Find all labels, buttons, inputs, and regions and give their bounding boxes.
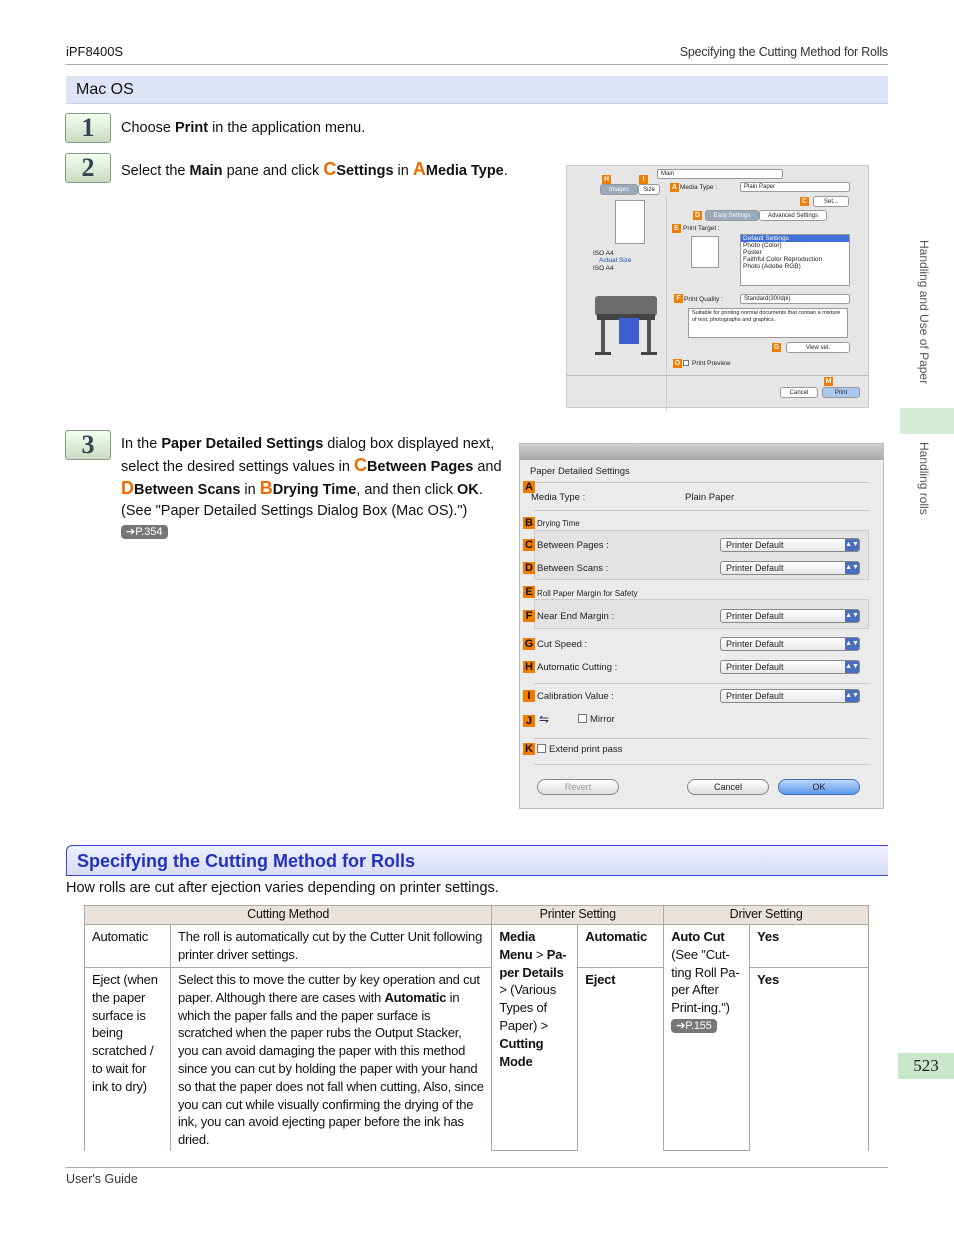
- header-divider: [66, 64, 888, 65]
- tab-easy-settings[interactable]: Easy Settings: [705, 210, 759, 221]
- tab-size[interactable]: Size: [638, 184, 660, 195]
- printer-value-eject: Eject: [578, 968, 664, 1151]
- mirror-checkbox[interactable]: Mirror: [578, 714, 615, 725]
- dialog-titlebar: [520, 444, 883, 460]
- table-row: [85, 968, 869, 1151]
- print-button[interactable]: Print: [822, 387, 860, 398]
- footer-guide: User's Guide: [66, 1172, 138, 1186]
- printer-illustration: [589, 288, 665, 360]
- automatic-cutting-popup[interactable]: Printer Default ▲▼: [720, 660, 860, 674]
- side-tab-handling-rolls[interactable]: Handling rolls: [917, 442, 931, 515]
- media-type-popup[interactable]: Plain Paper: [740, 182, 850, 192]
- media-type-value: Plain Paper: [685, 492, 735, 503]
- side-tab-handling-use-paper[interactable]: Handling and Use of Paper: [917, 240, 931, 385]
- set-button[interactable]: Set...: [813, 196, 849, 207]
- print-quality-popup[interactable]: Standard(300dpi): [740, 294, 850, 304]
- cancel-button[interactable]: Cancel: [780, 387, 818, 398]
- view-set-button[interactable]: View set.: [786, 342, 850, 353]
- header-cutting-method: Cutting Method: [85, 906, 492, 925]
- driver-setting-auto-cut: Auto Cut (See "Cut-ting Roll Pa-per After Print-ing.") ➔P.155: [664, 925, 750, 1151]
- print-target-list[interactable]: [740, 234, 850, 286]
- footer-divider: [66, 1167, 888, 1168]
- method-automatic-desc: The roll is automatically cut by the Cutter Unit following printer driver settings.: [170, 925, 491, 968]
- ok-button[interactable]: OK: [778, 779, 860, 795]
- header-model: iPF8400S: [66, 44, 124, 59]
- method-eject: Eject (when the paper surface is being scratched / to wait for ink to dry): [85, 968, 171, 1151]
- cutting-method-table: [84, 905, 869, 1151]
- revert-button[interactable]: Revert: [537, 779, 619, 795]
- page-preview-thumbnail: [615, 200, 645, 244]
- mac-os-heading: Mac OS: [66, 76, 888, 104]
- list-item[interactable]: Poster: [743, 249, 762, 256]
- section-title: Specifying the Cutting Method for Rolls: [77, 851, 415, 871]
- step-2-number: 2: [65, 153, 111, 183]
- page-number: 523: [898, 1053, 954, 1079]
- printer-menu-path: Media Menu > Pa-per Details > (Various Types of Paper) > Cutting Mode: [492, 925, 578, 1151]
- list-item[interactable]: Photo (Color): [743, 242, 782, 249]
- between-scans-popup[interactable]: Printer Default ▲▼: [720, 561, 860, 575]
- print-preview-checkbox[interactable]: Print Preview: [683, 360, 730, 367]
- step-3-text: In the Paper Detailed Settings dialog box displayed next, select the desired settings values in CBetween Pages and DBetween Scans in BDrying Time, and then click OK. (See "Paper Detailed Settings Dialog Box (Mac OS).") ➔P.354: [121, 436, 502, 538]
- driver-value-eject: Yes: [750, 968, 869, 1151]
- table-header-row: [85, 906, 869, 925]
- header-printer-setting: Printer Setting: [492, 906, 664, 925]
- step-1-number: 1: [65, 113, 111, 143]
- page-reference-link[interactable]: ➔P.354: [121, 525, 168, 539]
- quality-description: Suitable for printing normal documents that contain a mixture of text, photographs and graphics.: [688, 308, 848, 338]
- list-item[interactable]: Default Settings: [741, 235, 849, 242]
- dialog-title: Paper Detailed Settings: [530, 466, 630, 477]
- calibration-value-popup[interactable]: Printer Default ▲▼: [720, 689, 860, 703]
- header-driver-setting: Driver Setting: [664, 906, 869, 925]
- tab-images[interactable]: Images: [600, 184, 638, 195]
- preset-popup[interactable]: Main: [657, 169, 783, 179]
- cancel-button[interactable]: Cancel: [687, 779, 769, 795]
- list-item[interactable]: Photo (Adobe RGB): [743, 263, 801, 270]
- page-reference-link[interactable]: ➔P.155: [671, 1019, 716, 1033]
- step-1-text: Choose Print in the application menu.: [121, 120, 366, 136]
- side-tab-marker: [900, 408, 954, 434]
- mirror-icon: ⇋: [539, 712, 550, 726]
- target-preview: [691, 236, 719, 268]
- section-description: How rolls are cut after ejection varies depending on printer settings.: [66, 880, 499, 896]
- printer-value-automatic: Automatic: [578, 925, 664, 968]
- between-pages-popup[interactable]: Printer Default ▲▼: [720, 538, 860, 552]
- method-automatic: Automatic: [85, 925, 171, 968]
- driver-value-automatic: Yes: [750, 925, 869, 968]
- tab-advanced-settings[interactable]: Advanced Settings: [759, 210, 827, 221]
- method-eject-desc: Select this to move the cutter by key operation and cut paper. Although there are cases with Automatic in which the paper falls and the paper surface is scratched when the paper rubs the Output Stacker, you can avoid damaging the paper with this method since you can cut by holding the paper with your hand so that the paper does not fall when cutting, Also, since you can cut while visually confirming the drying of the ink, you can avoid ejecting paper before the ink has dried.: [170, 968, 491, 1151]
- step-3-number: 3: [65, 430, 111, 460]
- list-item[interactable]: Faithful Color Reproduction: [743, 256, 823, 263]
- near-end-margin-popup[interactable]: Printer Default ▲▼: [720, 609, 860, 623]
- step-2-text: Select the Main pane and click CSettings in AMedia Type.: [121, 159, 508, 179]
- extend-print-pass-checkbox[interactable]: Extend print pass: [537, 744, 622, 755]
- header-section: Specifying the Cutting Method for Rolls: [679, 45, 888, 59]
- table-row: [85, 925, 869, 968]
- paper-detailed-settings-screenshot: Paper Detailed Settings A Media Type : Plain Paper B Drying Time C Between Pages : Printer Default ▲▼ D Between Scans : Printer Default ▲▼ E Roll Paper Margin for Safety F Near End Margin : Printer Default ▲▼ G Cut Speed : Printer Default ▲▼ H Automatic Cutting : Printer Default ▲▼ I Calibration Value : Printer Default ▲▼ J ⇋ Mirror K Extend print pass Revert Cancel OK: [519, 443, 884, 809]
- print-dialog-screenshot: Main H I Images Size ISO A4 Actual Size ISO A4 A Media Type : Plain Paper C Set... D Easy Settings Advanced Settings E Print Target : Default Settings Photo (Color) Poster Faithful Color Reproduction Photo (Adobe RGB) F Print Quality : Standard(300dpi) Suitable for printing normal documents that contain a mixture of text, photographs and graphics. G View set. O Print Preview M Cancel Print: [566, 165, 869, 408]
- cut-speed-popup[interactable]: Printer Default ▲▼: [720, 637, 860, 651]
